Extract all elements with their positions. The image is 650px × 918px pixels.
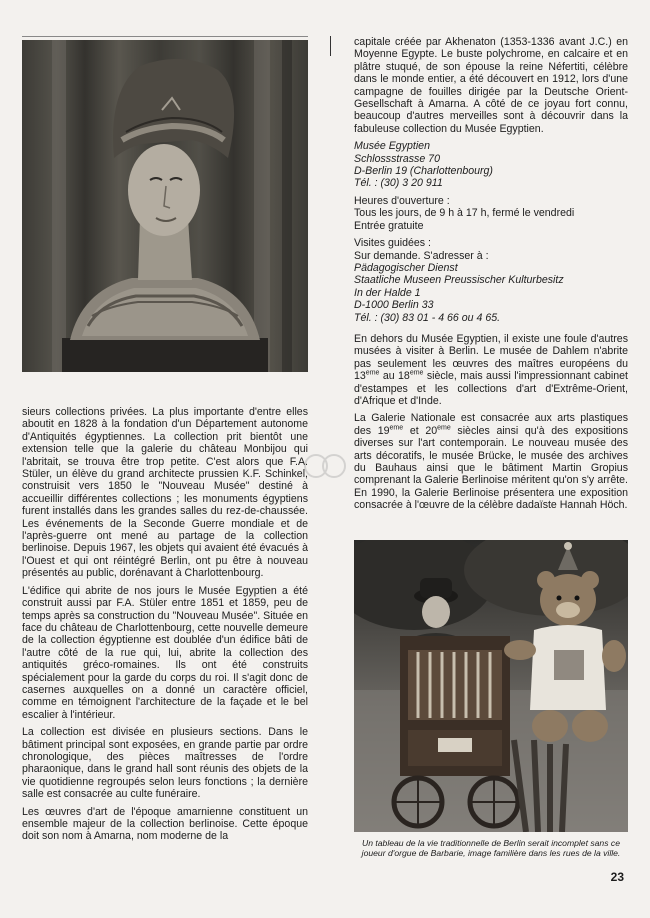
contact-city: D-1000 Berlin 33 — [354, 299, 434, 312]
page-number: 23 — [610, 870, 624, 884]
right-paragraph-museums: En dehors du Musée Egyptien, il existe une foule d'autres musées à visiter à Berlin. Le musée de Dahlem n'abrite pas seulement les œuvres des maîtres européens du 13eme au 18eme siècle, mais aussi l'impressionnant cabinet d'estampes et les collections d'art d'Extrême-Orient, d'Afrique et d'Inde. — [354, 332, 628, 407]
visits-label: Visites guidées : — [354, 237, 431, 250]
museum-city: D-Berlin 19 (Charlottenbourg) — [354, 165, 493, 178]
left-paragraph-1: sieurs collections privées. La plus importante d'entre elles aboutit en 1828 à la fondation d'un Département autonome d'Antiquités égyptiennes. La collection prit bientôt une extension telle que la galerie du château Monbijou qui l'abritait, se trouva être trop petite. C'est alors que F.A. Stüler, un élève du grand architecte prussien K.F. Schinkel, construisit vers 1850 le "Nouveau Musée" destiné à accueillir différentes collections ; les monuments égyptiens furent installés dans les grandes salles du rez-de-chaussée. Les événements de la Seconde Guerre mondiale et de l'après-guerre ont mené au partage de la collection berlinoise. Depuis 1967, les objets qui avaient été évacués à l'Ouest et qui ont réintégré Berlin, ont pu être à nouveau présentés au public, dorénavant à Charlottenbourg. — [22, 406, 308, 580]
museum-phone: Tél. : (30) 3 20 911 — [354, 177, 443, 190]
museum-name: Musée Egyptien — [354, 140, 430, 153]
opening-hours-block — [354, 195, 628, 232]
nefertiti-bust-photo — [22, 40, 308, 372]
guided-visits-block — [354, 237, 628, 324]
barrel-organ-illustration — [354, 540, 628, 832]
contact-name: Pädagogischer Dienst — [354, 261, 458, 274]
entry-text: Entrée gratuite — [354, 219, 424, 232]
nefertiti-bust-illustration — [22, 40, 308, 372]
left-paragraph-3: La collection est divisée en plusieurs sections. Dans le bâtiment principal sont exposées, en grande partie par ordre chronologique, des pièces maîtresses de l'ordre pharaonique, dans le grand hall sont réunis des objets de la vie quotidienne regroupés selon leurs fonctions ; la dernière salle est consacrée au culte funéraire. — [22, 726, 308, 801]
hours-label: Heures d'ouverture : — [354, 194, 450, 207]
contact-institution: Staatliche Museen Preussischer Kulturbesitz — [354, 274, 564, 287]
museum-address-block — [354, 140, 628, 190]
contact-street: In der Halde 1 — [354, 286, 421, 299]
photo-caption: Un tableau de la vie traditionnelle de Berlin serait incomplet sans ce joueur d'orgue de Barbarie, image familière dans les rues de la ville. — [361, 837, 621, 858]
library-stamp-icon — [302, 446, 346, 486]
hours-text: Tous les jours, de 9 h à 17 h, fermé le vendredi — [354, 207, 575, 220]
right-intro-paragraph: capitale créée par Akhenaton (1353-1336 avant J.C.) en Moyenne Egypte. Le buste polychrome, en calcaire et en plâtre stuqué, de son épouse la reine Néfertiti, célèbre dans le monde entier, a été découvert en 1912, lors d'une campagne de fouilles dirigée par la Deutsche Orient-Gesellschaft à Amarna. A côté de ce joyau fort connu, beaucoup d'autres merveilles sont à découvrir dans la fabuleuse collection du Musée Egyptien. — [354, 36, 628, 135]
right-paragraph-galerie: La Galerie Nationale est consacrée aux arts plastiques des 19eme et 20eme siècles ainsi qu'à des expositions diverses sur l'art contemporain. Le nouveau musée des arts décoratifs, le musée Brücke, le musée des archives du Bauhaus ainsi que le bâtiment Martin Gropius comprenant la Galerie Berlinoise méritent qu'on s'y arrête. En 1990, la Galerie Berlinoise présentera une exposition consacrée à l'œuvre de la célèbre dadaïste Hannah Höch. — [354, 412, 628, 512]
left-column — [22, 36, 308, 843]
left-paragraph-2: L'édifice qui abrite de nos jours le Musée Egyptien a été construit aussi par F.A. Stüler entre 1851 et 1859, peu de temps après sa construction du "Nouveau Musée". Située en face du château de Charlottenbourg, cette nouvelle demeure de la collection égyptienne est doublée d'un édifice bâti de l'autre côté de la rue qui, lui, abrite la collection des antiquités gréco-romaines. Ils ont été construits spécialement pour la garde du corps du roi. Il s'agit donc de casernes auxquelles on a donné un caractère officiel, comme en témoignent l'architecture de la façade et le bel escalier à l'intérieur. — [22, 584, 308, 721]
museum-street: Schlossstrasse 70 — [354, 152, 440, 165]
contact-phone: Tél. : (30) 83 01 - 4 66 ou 4 65. — [354, 311, 501, 324]
left-body-text — [22, 406, 308, 843]
visits-text: Sur demande. S'adresser à : — [354, 249, 489, 262]
right-column — [354, 36, 628, 858]
left-paragraph-4: Les œuvres d'art de l'époque amarnienne constituent un ensemble majeur de la collection berlinoise. Cette époque doit son nom à Amarna, nom moderne de la — [22, 805, 308, 843]
barrel-organ-photo — [354, 540, 628, 832]
column-divider — [330, 36, 331, 56]
